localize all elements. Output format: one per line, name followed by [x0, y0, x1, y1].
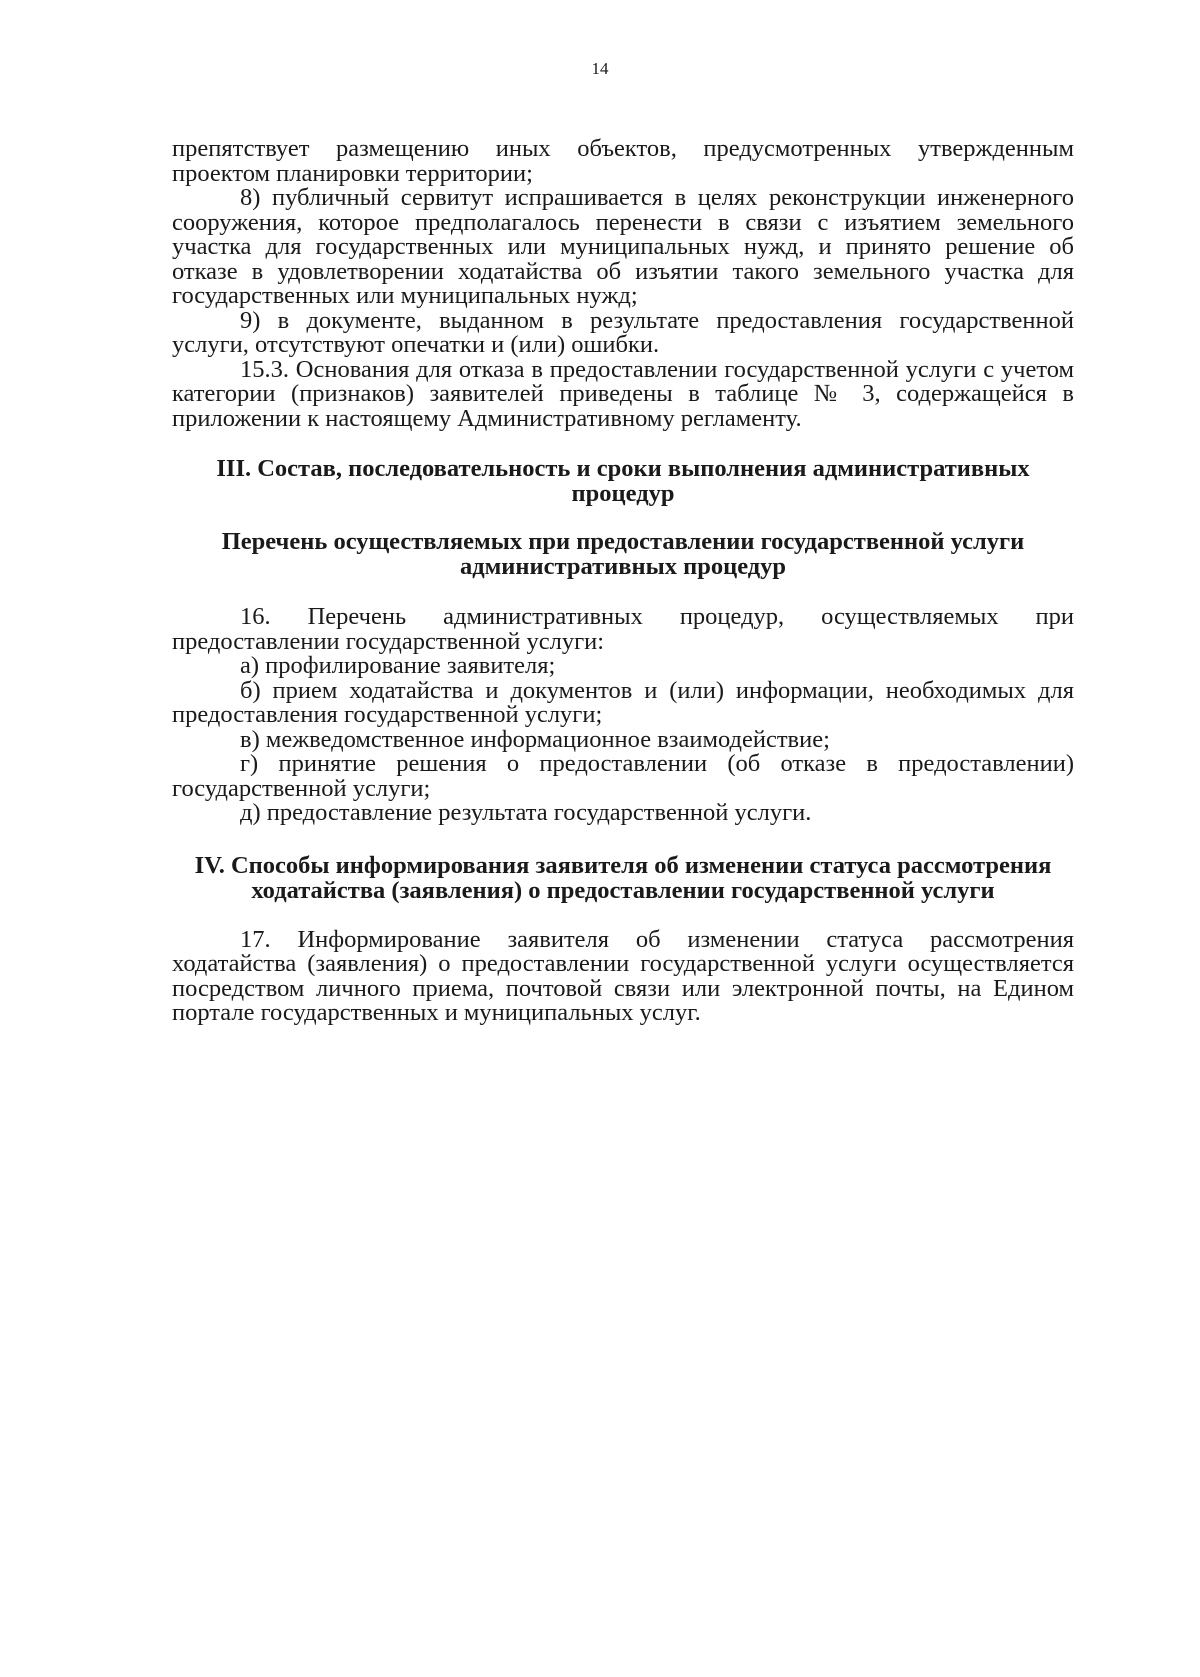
list-item-g: г) принятие решения о предоставлении (об отказе в предоставлении) государственной услуги; — [172, 750, 1074, 802]
spacer — [172, 826, 1074, 853]
document-body — [172, 137, 1074, 1026]
paragraph-item-8: 8) публичный сервитут испрашивается в целях реконструкции инженерного сооружения, которое предполагалось перенести в связи с изъятием земельного участка для государственных или муниципальных нужд, и принято решение об отказе в удовлетворении ходатайства об изъятии такого земельного участка для государственных или муниципальных нужд; — [172, 184, 1074, 309]
list-item-v: в) межведомственное информационное взаимодействие; — [240, 725, 830, 753]
section-4-title — [172, 853, 1074, 903]
page-number: 14 — [591, 59, 609, 78]
section-4-title-line-2: ходатайства (заявления) о предоставлении государственной услуги — [251, 876, 995, 904]
paragraph-item-9: 9) в документе, выданном в результате предоставления государственной услуги, отсутствуют опечатки и (или) ошибки. — [172, 306, 1074, 358]
list-item-d: д) предоставление результата государственной услуги. — [240, 799, 812, 826]
list-item-b: б) прием ходатайства и документов и (или) информации, необходимых для предоставления государственной услуги; — [172, 676, 1074, 728]
section-4-title-line-1: IV. Способы информирования заявителя об изменении статуса рассмотрения — [194, 851, 1052, 879]
list-item-a: а) профилирование заявителя; — [240, 652, 556, 679]
spacer — [172, 579, 1074, 605]
section-3-subtitle-line-2: административных процедур — [459, 553, 787, 580]
spacer — [172, 431, 1074, 456]
paragraph-15-3: 15.3. Основания для отказа в предоставлении государственной услуги с учетом категории (признаков) заявителей приведены в таблице № 3, содержащейся в приложении к настоящему Административному регламенту. — [172, 355, 1074, 432]
section-3-subtitle — [172, 529, 1074, 579]
spacer — [172, 506, 1074, 529]
paragraph-16: 16. Перечень административных процедур, осуществляемых при предоставлении государственной услуги: — [172, 603, 1074, 655]
paragraph-17: 17. Информирование заявителя об изменении статуса рассмотрения ходатайства (заявления) о предоставлении государственной услуги осуществляется посредством личного приема, почтовой связи или электронной почты, на Едином портале государственных и муниципальных услуг. — [172, 925, 1074, 1026]
section-3-subtitle-line-1: Перечень осуществляемых при предоставлении государственной услуги — [221, 528, 1025, 555]
spacer — [172, 903, 1074, 928]
section-3-title: III. Состав, последовательность и сроки выполнения административных процедур — [216, 455, 1030, 507]
paragraph-continuation: препятствует размещению иных объектов, предусмотренных утвержденным проектом планировки территории; — [172, 135, 1074, 187]
